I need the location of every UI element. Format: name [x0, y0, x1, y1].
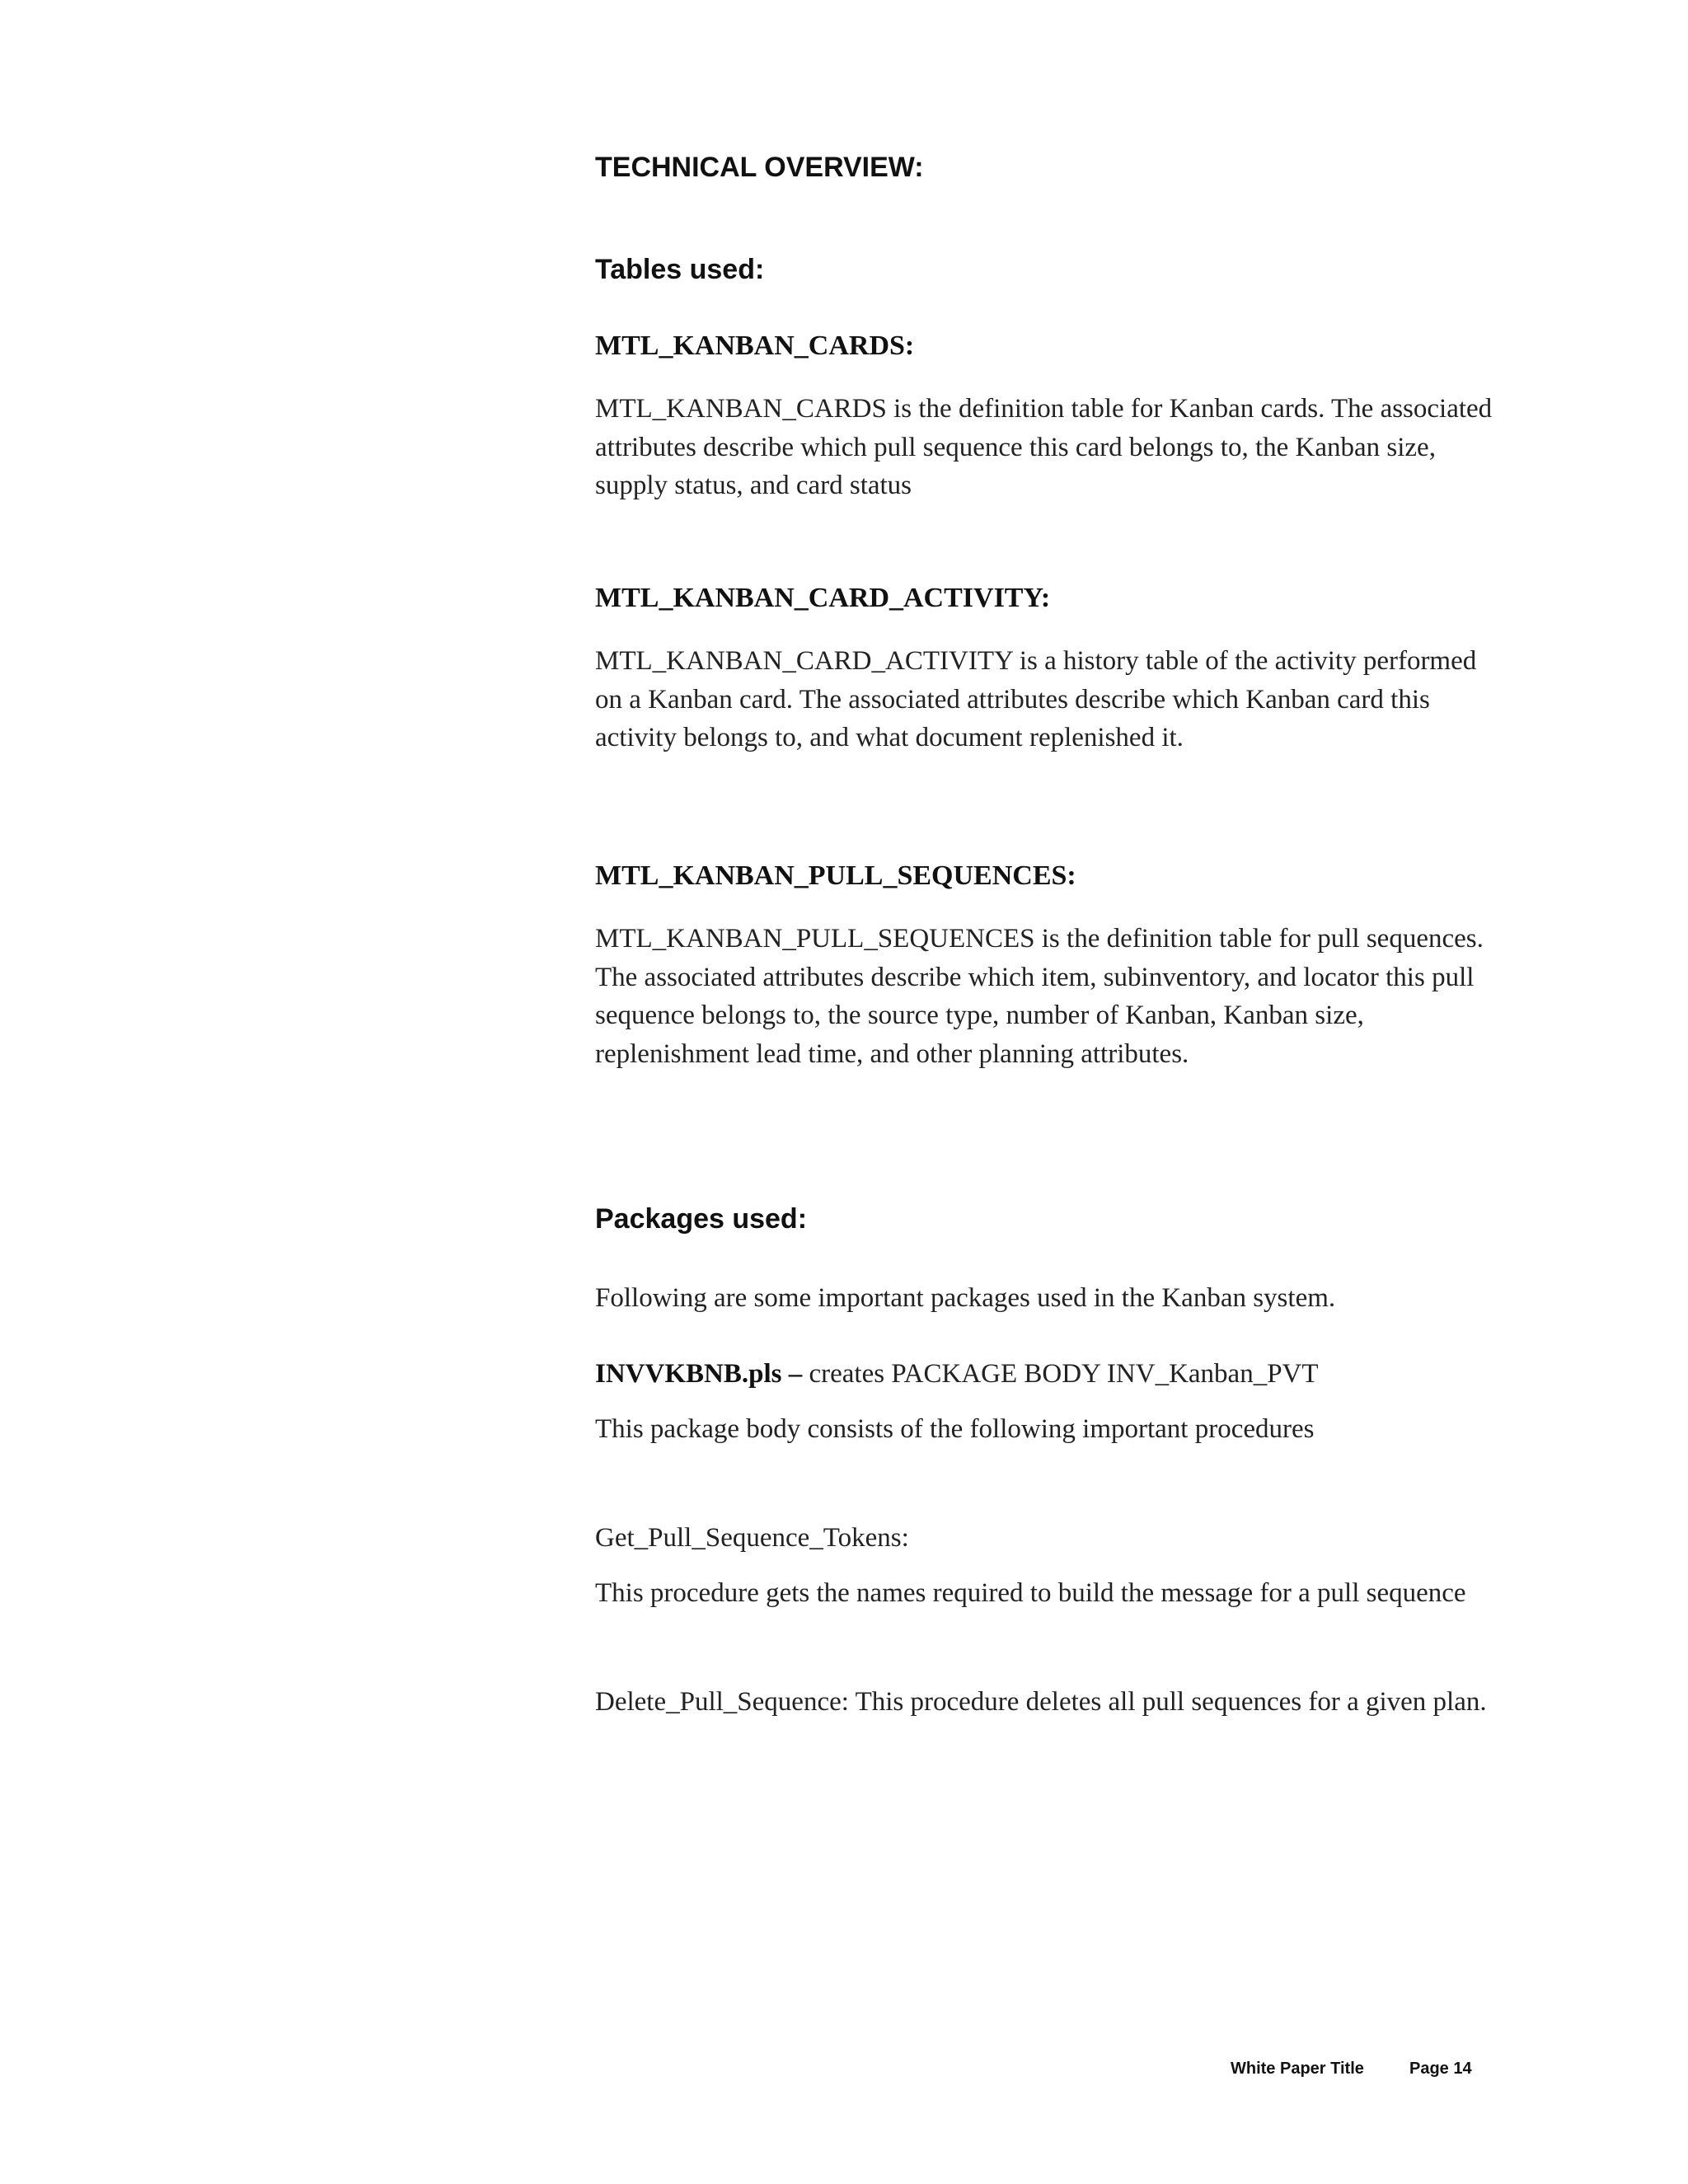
package-file-dash: –: [788, 1359, 803, 1389]
desc-line: supply status, and card status: [595, 471, 912, 500]
desc-line: sequence belongs to, the source type, number of Kanban, Kanban size,: [595, 1001, 1364, 1030]
desc-line: MTL_KANBAN_CARD_ACTIVITY is a history table of the activity performed: [595, 646, 1477, 676]
desc-line: replenishment lead time, and other planning attributes.: [595, 1038, 1189, 1069]
desc-line: MTL_KANBAN_CARDS is the definition table for Kanban cards. The associated: [595, 394, 1493, 424]
desc-line: The associated attributes describe which item, subinventory, and locator this pull: [595, 962, 1475, 992]
desc-line: MTL_KANBAN_PULL_SEQUENCES is the definition table for pull sequences.: [595, 924, 1484, 954]
table-name-kanban-cards: MTL_KANBAN_CARDS:: [595, 330, 915, 361]
table-desc-kanban-card-activity: [595, 642, 1476, 757]
table-desc-kanban-cards: [595, 390, 1492, 505]
table-name-kanban-card-activity: MTL_KANBAN_CARD_ACTIVITY:: [595, 583, 1051, 613]
packages-intro: Following are some important packages used in the Kanban system.: [595, 1283, 1336, 1313]
desc-line: activity belongs to, and what document replenished it.: [595, 723, 1184, 752]
procedure-get-pull-sequence-tokens-desc: This procedure gets the names required to build the message for a pull sequence: [595, 1578, 1466, 1608]
procedure-delete-pull-sequence: Delete_Pull_Sequence: This procedure deletes all pull sequences for a given plan.: [595, 1687, 1487, 1717]
technical-overview-heading: TECHNICAL OVERVIEW:: [595, 152, 924, 183]
package-file-line: [595, 1355, 1319, 1394]
table-name-kanban-pull-sequences: MTL_KANBAN_PULL_SEQUENCES:: [595, 860, 1076, 891]
footer-page-number: Page 14: [1409, 2060, 1472, 2078]
tables-used-heading: Tables used:: [595, 254, 765, 285]
procedure-get-pull-sequence-tokens: Get_Pull_Sequence_Tokens:: [595, 1523, 909, 1553]
footer-title: White Paper Title: [1231, 2060, 1364, 2078]
desc-line: attributes describe which pull sequence this card belongs to, the Kanban size,: [595, 432, 1436, 462]
desc-line: on a Kanban card. The associated attributes describe which Kanban card this: [595, 684, 1430, 715]
package-body-note: This package body consists of the following important procedures: [595, 1414, 1315, 1444]
table-desc-kanban-pull-sequences: [595, 920, 1484, 1073]
package-file-desc: creates PACKAGE BODY INV_Kanban_PVT: [809, 1359, 1319, 1389]
package-file-name: INVVKBNB.pls: [595, 1359, 782, 1389]
packages-used-heading: Packages used:: [595, 1203, 808, 1235]
